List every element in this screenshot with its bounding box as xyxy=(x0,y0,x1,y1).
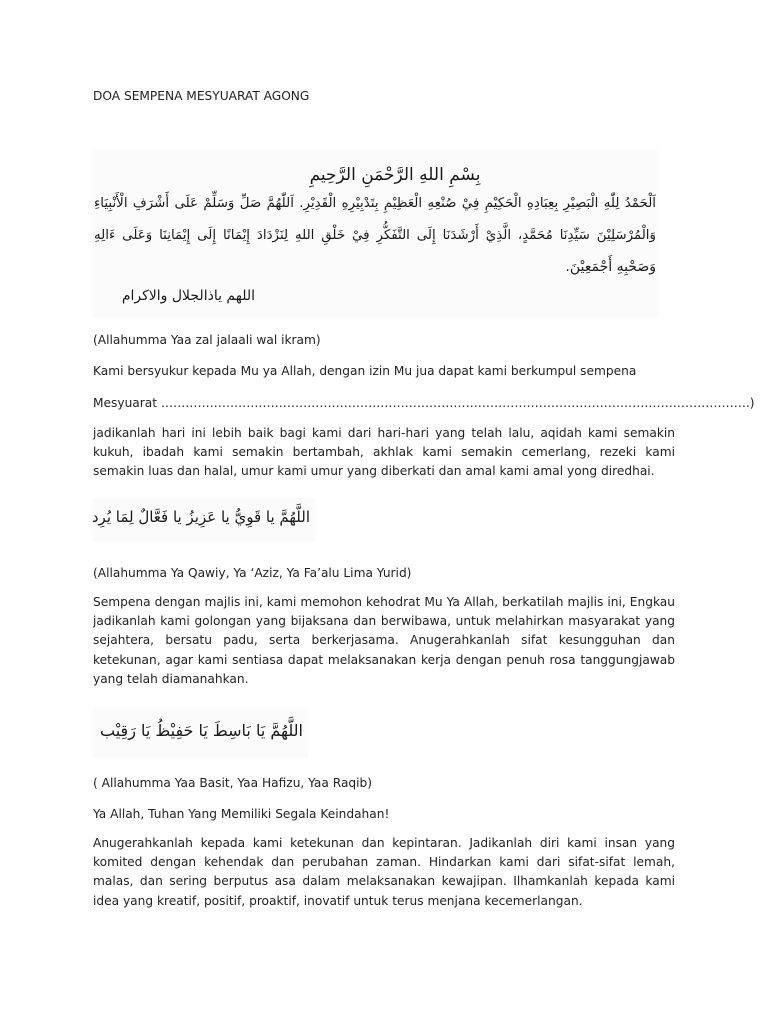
transliteration-1: (Allahumma Yaa zal jalaali wal ikram) xyxy=(93,333,321,347)
arabic-doa-3: اللَّهُمَّ يَا بَاسِطَ يَا حَفِيْظُ يَا رَقِيْب xyxy=(100,721,303,740)
arabic-opening-line-1: اَلْحَمْدُ لِلّٰهِ الْبَصِيْرِ بِعِبَادِهِ الْحَكِيْمِ فِيْ صُنْعِهِ الْعَظِيْمِ بِتَدْبِيْرِهِ الْقَدِيْرِ. اَللّٰهُمَّ صَلِّ وَسَلِّمْ عَلَى أَشْرَفِ الْأَنْبِيَاءِ xyxy=(94,196,656,211)
arabic-opening-line-2: وَالْمُرْسَلِيْنَ سَيِّدِنَا مُحَمَّدٍ، الَّذِيْ أَرْشَدَنَا إِلَى التَّفَكُّرِ فِيْ خَلْقِ اللهِ لِنَزْدَادَ إِيْمَانًا إِلَى إِيْمَانِنَا وَعَلَى ءَالِهِ xyxy=(94,228,656,243)
paragraph-5: Ya Allah, Tuhan Yang Memiliki Segala Keindahan! xyxy=(93,807,390,821)
paragraph-4: Sempena dengan majlis ini, kami memohon kehodrat Mu Ya Allah, berkatilah majlis ini, Engkau jadikanlah kami golongan yang bijaksana dan berwibawa, untuk melahirkan masyarakat yang sejahtera, bersatu padu, serta berkerjasama. Anugerahkanlah sifat kesungguhan dan ketekunan, agar kami sentiasa dapat melaksanakan kerja dengan penuh rosa tanggungjawab yang telah diamanahkan. xyxy=(93,595,675,686)
transliteration-3: ( Allahumma Yaa Basit, Yaa Hafizu, Yaa Raqib) xyxy=(93,776,373,790)
arabic-opening-line-4: اللهم ياذالجلال والاكرام xyxy=(121,288,255,304)
paragraph-1: Kami bersyukur kepada Mu ya Allah, dengan izin Mu jua dapat kami berkumpul sempena xyxy=(93,364,637,378)
arabic-doa-2: اللَّهُمَّ يا قَوِيُّ يا عَزِيزُ يا فَعَّالٌ لِمَا يُرِد xyxy=(91,508,310,526)
paragraph-2: Mesyuarat ……………………………………………………………………………………………………………………………….) xyxy=(93,396,755,410)
document-title: DOA SEMPENA MESYUARAT AGONG xyxy=(93,89,310,103)
paragraph-6: Anugerahkanlah kepada kami ketekunan dan kepintaran. Jadikanlah diri kami insan yang komited dengan kehendak dan perubahan zaman. Hindarkan kami dari sifat-sifat lemah, malas, dan sering berputus asa dalam melaksanakan kewajipan. Ilhamkanlah kepada kami idea yang kreatif, positif, proaktif, inovatif untuk terus menjana kecemerlangan. xyxy=(93,836,675,908)
basmala-text: بِسْمِ اللهِ الرَّحْمَنِ الرَّحِيمِ xyxy=(309,165,481,185)
transliteration-2: (Allahumma Ya Qawiy, Ya ‘Aziz, Ya Fa’alu Lima Yurid) xyxy=(93,566,412,580)
arabic-opening-line-3: وَصَحْبِهِ أَجْمَعِيْنَ. xyxy=(565,259,656,275)
paragraph-3: jadikanlah hari ini lebih baik bagi kami dari hari-hari yang telah lalu, aqidah kami semakin kukuh, ibadah kami semakin bertambah, akhlak kami semakin cemerlang, rezeki kami semakin luas dan halal, umur kami umur yang diberkati dan amal kami amal yong diredhai. xyxy=(93,426,675,479)
